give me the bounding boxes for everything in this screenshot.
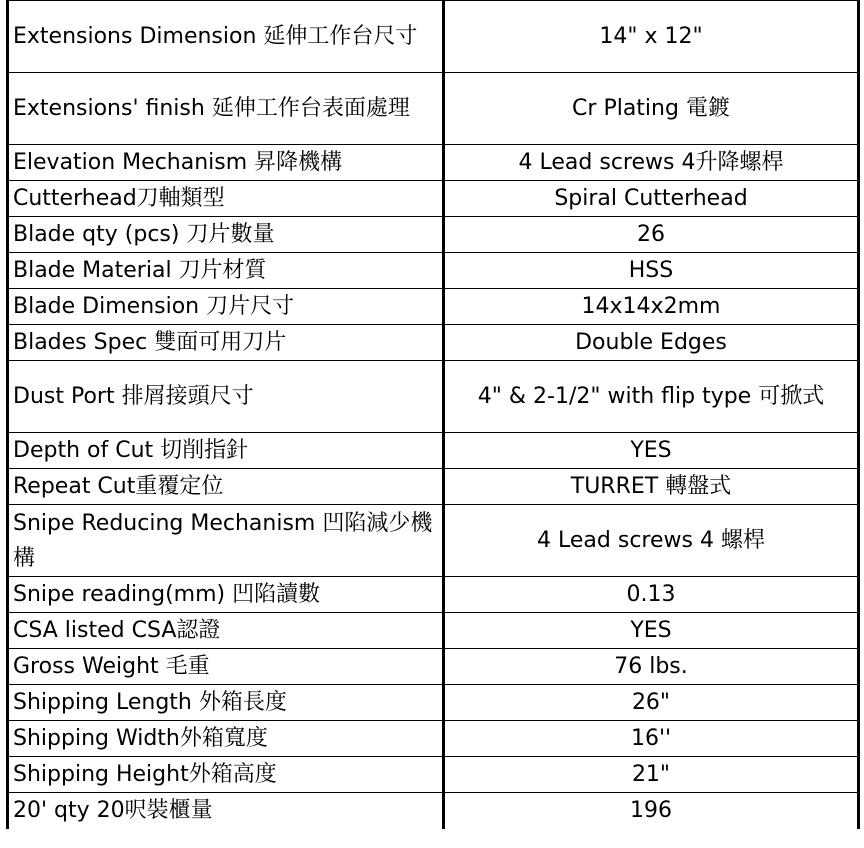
spec-table-body	[8, 1, 859, 829]
spec-label: Elevation Mechanism 昇降機構	[8, 145, 444, 181]
spec-row	[8, 721, 859, 757]
spec-value: 16''	[444, 721, 859, 757]
spec-label: Dust Port 排屑接頭尺寸	[8, 361, 444, 433]
spec-row	[8, 469, 859, 505]
spec-label: Snipe reading(mm) 凹陷讀數	[8, 577, 444, 613]
spec-value: 14x14x2mm	[444, 289, 859, 325]
spec-value: YES	[444, 613, 859, 649]
spec-row	[8, 433, 859, 469]
spec-row	[8, 289, 859, 325]
spec-label: Extensions' finish 延伸工作台表面處理	[8, 73, 444, 145]
spec-label: Extensions Dimension 延伸工作台尺寸	[8, 1, 444, 73]
spec-value: 4 Lead screws 4 螺桿	[444, 505, 859, 577]
spec-label: 20' qty 20呎裝櫃量	[8, 793, 444, 829]
spec-value: 26	[444, 217, 859, 253]
spec-value: Spiral Cutterhead	[444, 181, 859, 217]
spec-value: TURRET 轉盤式	[444, 469, 859, 505]
spec-row	[8, 613, 859, 649]
spec-value: 0.13	[444, 577, 859, 613]
spec-value: 4" & 2-1/2" with flip type 可掀式	[444, 361, 859, 433]
spec-row	[8, 577, 859, 613]
spec-value: Double Edges	[444, 325, 859, 361]
spec-row	[8, 361, 859, 433]
spec-row	[8, 253, 859, 289]
spec-row	[8, 73, 859, 145]
spec-value: HSS	[444, 253, 859, 289]
spec-row	[8, 793, 859, 829]
spec-row	[8, 217, 859, 253]
spec-value: 4 Lead screws 4升降螺桿	[444, 145, 859, 181]
spec-table	[6, 0, 860, 829]
spec-value: 76 lbs.	[444, 649, 859, 685]
spec-value: Cr Plating 電鍍	[444, 73, 859, 145]
spec-row	[8, 325, 859, 361]
spec-label: CSA listed CSA認證	[8, 613, 444, 649]
spec-value: 14" x 12"	[444, 1, 859, 73]
spec-row	[8, 757, 859, 793]
spec-label: Snipe Reducing Mechanism 凹陷減少機構	[8, 505, 444, 577]
spec-label: Depth of Cut 切削指針	[8, 433, 444, 469]
spec-label: Shipping Length 外箱長度	[8, 685, 444, 721]
spec-label: Gross Weight 毛重	[8, 649, 444, 685]
spec-value: 26"	[444, 685, 859, 721]
spec-label: Blades Spec 雙面可用刀片	[8, 325, 444, 361]
spec-label: Blade Material 刀片材質	[8, 253, 444, 289]
spec-label: Shipping Height外箱高度	[8, 757, 444, 793]
spec-row	[8, 685, 859, 721]
spec-label: Shipping Width外箱寬度	[8, 721, 444, 757]
spec-row	[8, 181, 859, 217]
spec-row	[8, 1, 859, 73]
spec-label: Cutterhead刀軸類型	[8, 181, 444, 217]
spec-row	[8, 505, 859, 577]
spec-value: 21"	[444, 757, 859, 793]
spec-row	[8, 145, 859, 181]
spec-row	[8, 649, 859, 685]
spec-label: Blade Dimension 刀片尺寸	[8, 289, 444, 325]
spec-value: YES	[444, 433, 859, 469]
spec-label: Repeat Cut重覆定位	[8, 469, 444, 505]
spec-value: 196	[444, 793, 859, 829]
spec-label: Blade qty (pcs) 刀片數量	[8, 217, 444, 253]
